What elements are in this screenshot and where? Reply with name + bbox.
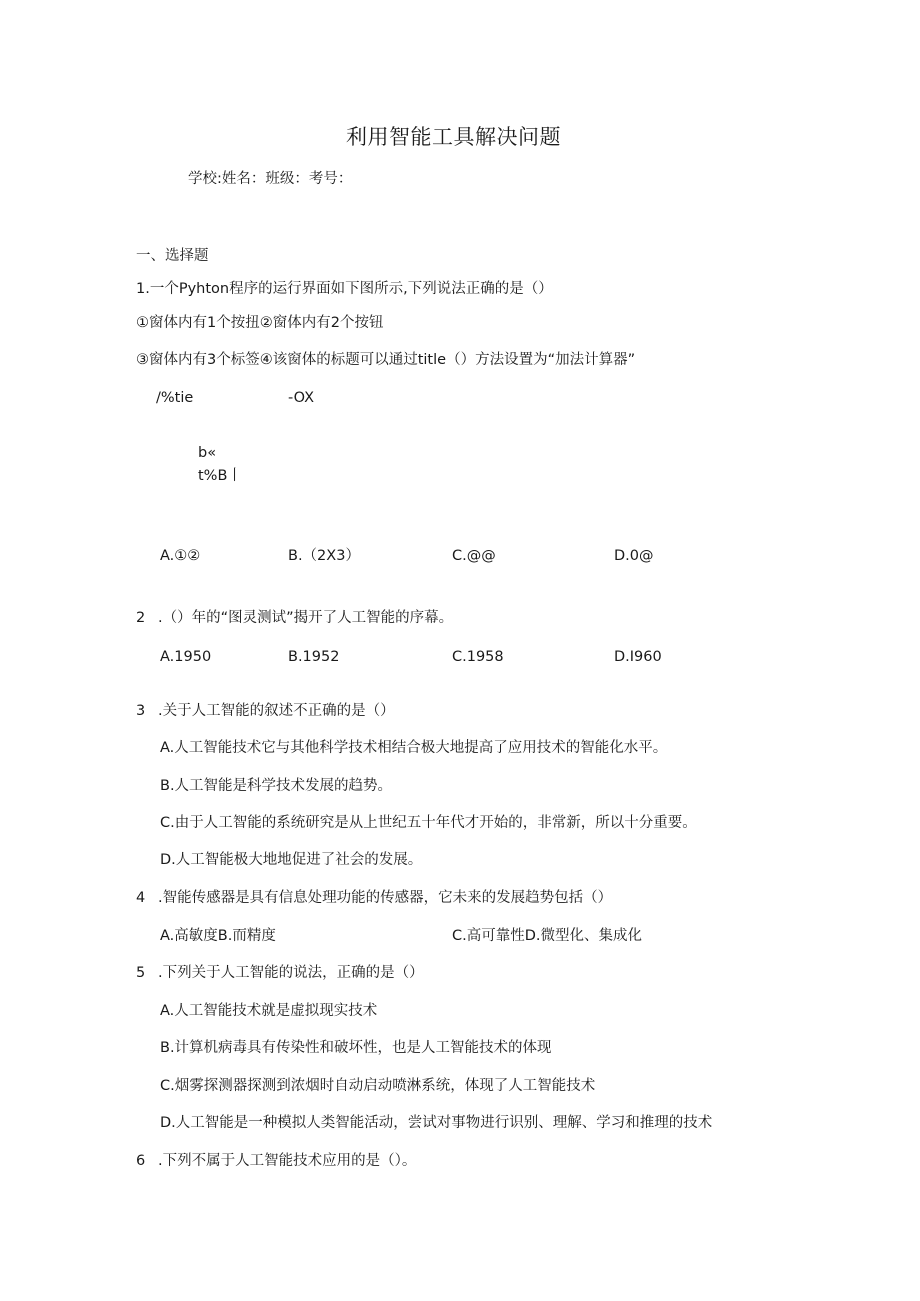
question-3-option-d: D.人工智能极大地地促进了社会的发展。: [160, 852, 423, 868]
question-1-option-d: D.0@: [614, 548, 654, 564]
figure-label: b«: [198, 445, 217, 461]
question-1-statement-line-2: ③窗体内有3个标签④该窗体的标题可以通过title（）方法设置为“加法计算器”: [136, 352, 636, 368]
question-3-stem: .关于人工智能的叙述不正确的是（）: [158, 703, 395, 719]
student-info-line: 学校:姓名：班级：考号：: [188, 171, 353, 187]
question-4-stem: .智能传感器是具有信息处理功能的传感器，它未来的发展趋势包括（）: [158, 890, 613, 906]
question-2-number: 2: [136, 610, 146, 626]
question-5-number: 5: [136, 965, 146, 981]
figure-button: t%B丨: [198, 468, 242, 484]
question-3-option-a: A.人工智能技术它与其他科学技术相结合极大地提高了应用技术的智能化水平。: [160, 740, 668, 756]
question-5-stem: .下列关于人工智能的说法，正确的是（）: [158, 965, 424, 981]
question-6-stem: .下列不属于人工智能技术应用的是（）。: [158, 1153, 417, 1169]
question-5-option-d: D.人工智能是一种模拟人类智能活动，尝试对事物进行识别、理解、学习和推理的技术: [160, 1115, 713, 1131]
question-1-option-a: A.①②: [160, 548, 201, 564]
figure-window-controls: -OX: [288, 390, 315, 406]
question-1-statement-line-1: ①窗体内有1个按扭②窗体内有2个按钮: [136, 315, 384, 331]
question-4-option-cd: C.高可靠性D.微型化、集成化: [452, 928, 643, 944]
question-3-number: 3: [136, 703, 146, 719]
question-2-option-d: D.I960: [614, 649, 662, 665]
question-2-option-c: C.1958: [452, 649, 504, 665]
question-1-option-b: B.（2X3）: [288, 548, 360, 564]
page-title: 利用智能工具解决问题: [346, 125, 561, 149]
figure-window-title: /%tie: [156, 390, 194, 406]
section-heading: 一、选择题: [136, 248, 209, 264]
question-6-number: 6: [136, 1153, 146, 1169]
question-5-option-a: A.人工智能技术就是虚拟现实技术: [160, 1003, 378, 1019]
question-4-option-ab: A.高敏度B.而精度: [160, 928, 276, 944]
question-2-option-b: B.1952: [288, 649, 340, 665]
question-3-option-b: B.人工智能是科学技术发展的趋势。: [160, 778, 393, 794]
question-5-option-c: C.烟雾探测器探测到浓烟时自动启动喷淋系统，体现了人工智能技术: [160, 1078, 596, 1094]
question-3-option-c: C.由于人工智能的系统研究是从上世纪五十年代才开始的，非常新，所以十分重要。: [160, 815, 697, 831]
question-1-option-c: C.@@: [452, 548, 496, 564]
question-1-stem: 1.一个Pyhton程序的运行界面如下图所示,下列说法正确的是（）: [136, 281, 553, 297]
question-5-option-b: B.计算机病毒具有传染性和破坏性，也是人工智能技术的体现: [160, 1040, 552, 1056]
question-2-stem: .（）年的“图灵测试”揭开了人工智能的序幕。: [158, 610, 454, 626]
question-4-number: 4: [136, 890, 146, 906]
question-2-option-a: A.1950: [160, 649, 212, 665]
